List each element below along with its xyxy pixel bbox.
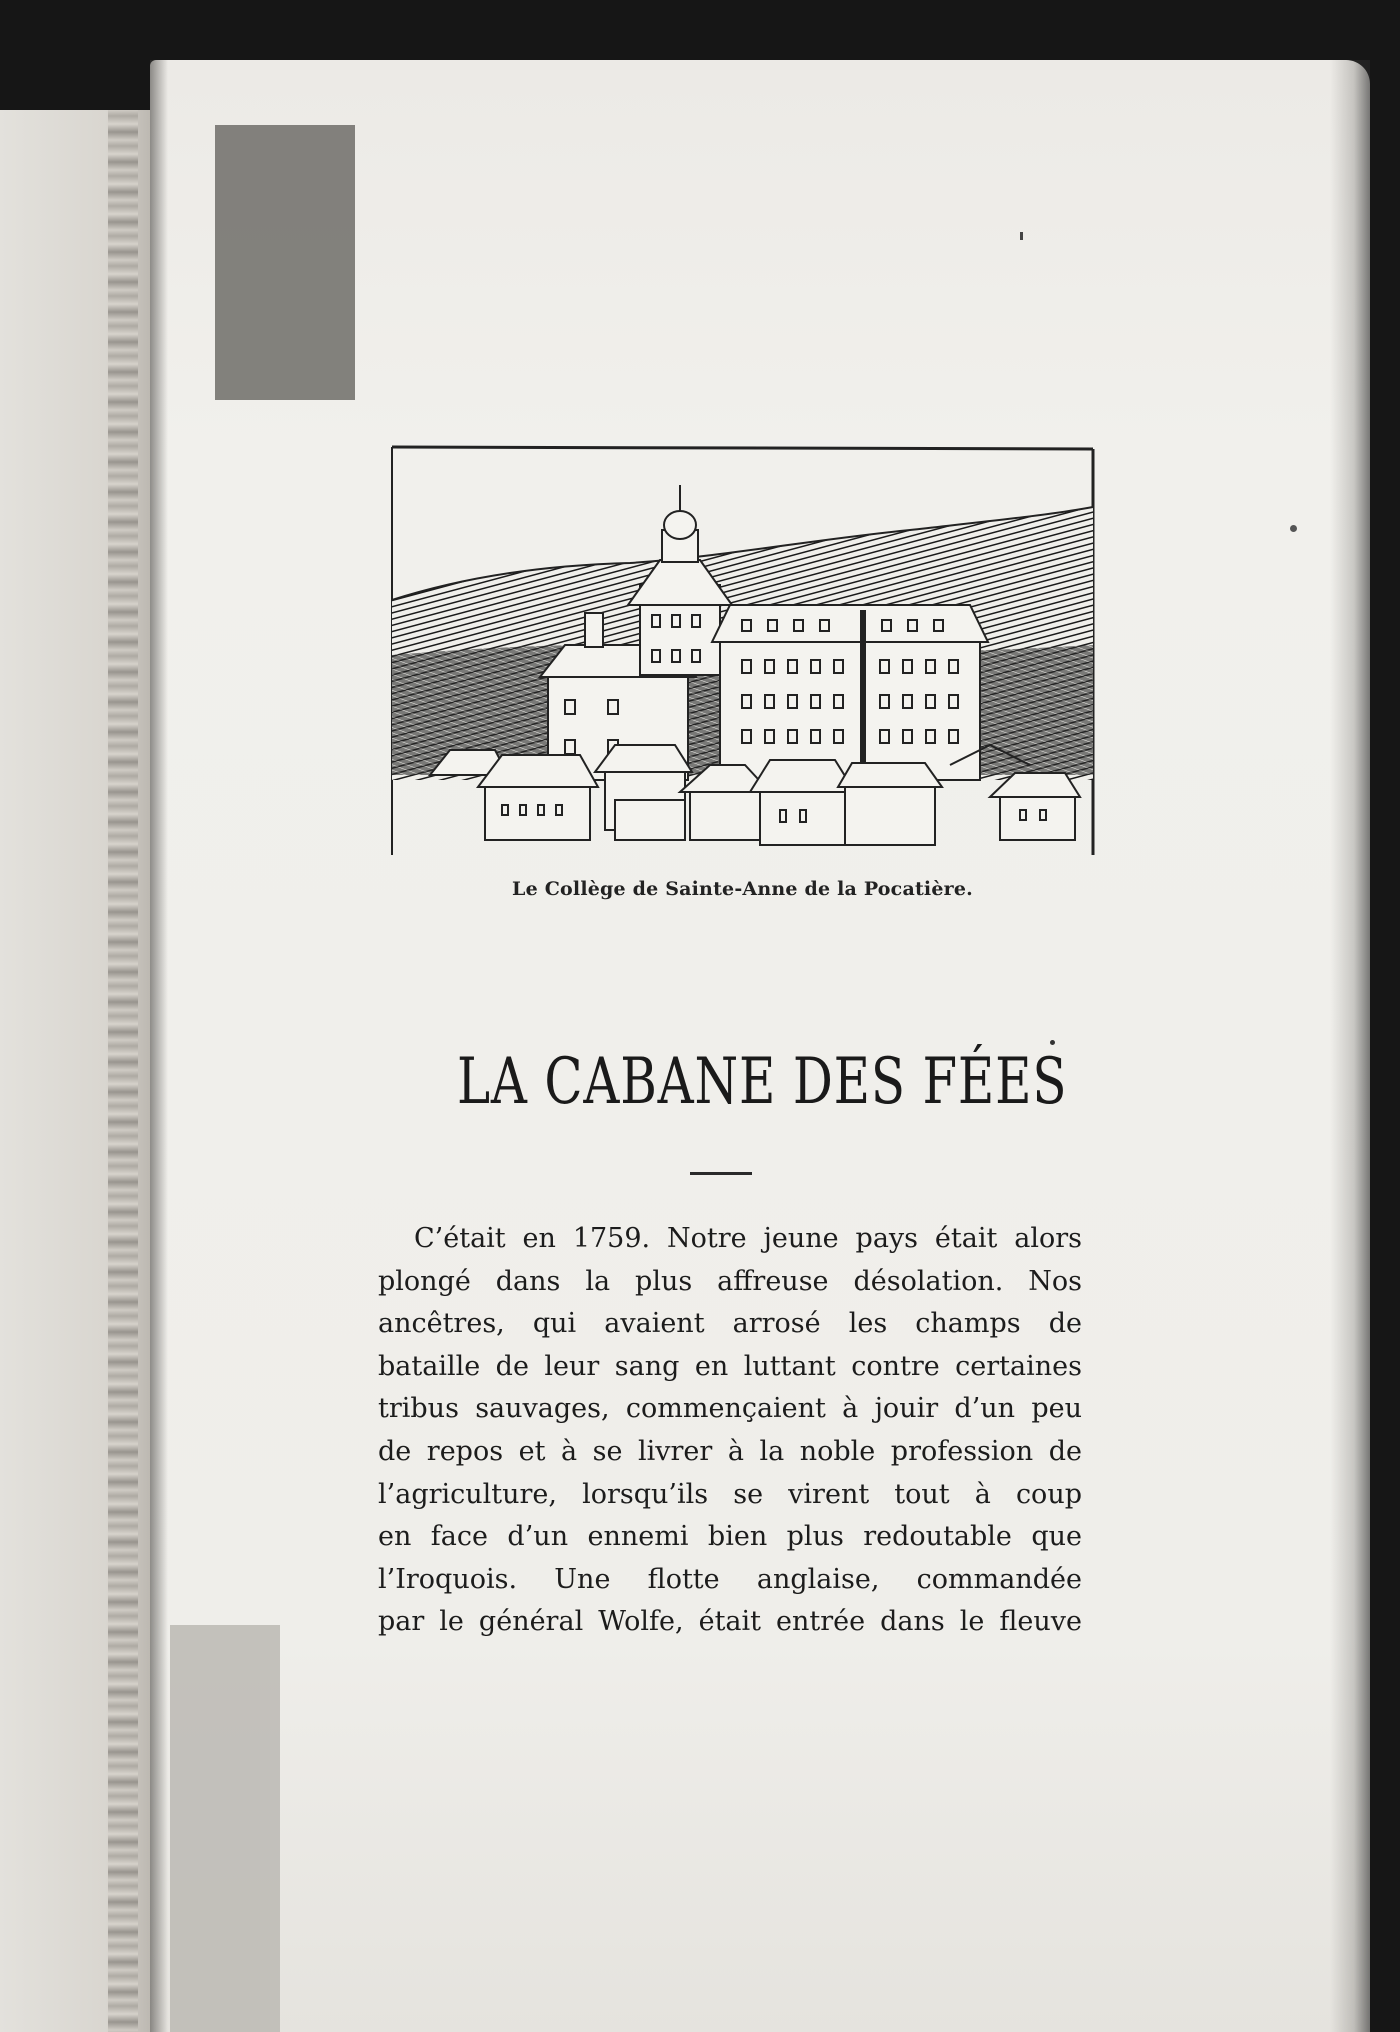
text-line: par le général Wolfe, était entrée dans le fleuve bbox=[378, 1606, 1082, 1638]
text-line: l’agriculture, lorsqu’ils se virent tout à coup bbox=[378, 1478, 1082, 1510]
college-building-engraving-icon bbox=[390, 445, 1095, 855]
text-line: l’Iroquois. Une flotte anglaise, commandée bbox=[378, 1563, 1082, 1595]
text-line: de repos et à se livrer à la noble profession de bbox=[378, 1435, 1082, 1467]
tape-patch-bottom bbox=[170, 1625, 280, 2032]
ink-speck bbox=[1020, 232, 1023, 240]
torn-page-edge bbox=[108, 110, 138, 2032]
ink-speck bbox=[1290, 525, 1297, 532]
text-line: ancêtres, qui avaient arrosé les champs de bbox=[378, 1308, 1082, 1340]
text-line: C’était en 1759. Notre jeune pays était alors bbox=[414, 1223, 1082, 1254]
body-paragraph bbox=[378, 1218, 1082, 1644]
text-line: bataille de leur sang en luttant contre certaines bbox=[378, 1350, 1082, 1382]
text-line: tribus sauvages, commençaient à jouir d’un peu bbox=[378, 1393, 1082, 1425]
tape-patch-top bbox=[215, 125, 355, 400]
page-shadow-right bbox=[1330, 60, 1370, 2032]
title-divider bbox=[690, 1172, 752, 1175]
illustration-caption: Le Collège de Sainte-Anne de la Pocatière. bbox=[512, 878, 973, 900]
chapter-title: LA CABANE DES FÉES bbox=[457, 1045, 1068, 1119]
page-shadow-left bbox=[150, 60, 168, 2032]
ink-speck bbox=[1050, 1040, 1055, 1045]
text-line: en face d’un ennemi bien plus redoutable que bbox=[378, 1521, 1082, 1553]
text-line: plongé dans la plus affreuse désolation. Nos bbox=[378, 1265, 1082, 1297]
